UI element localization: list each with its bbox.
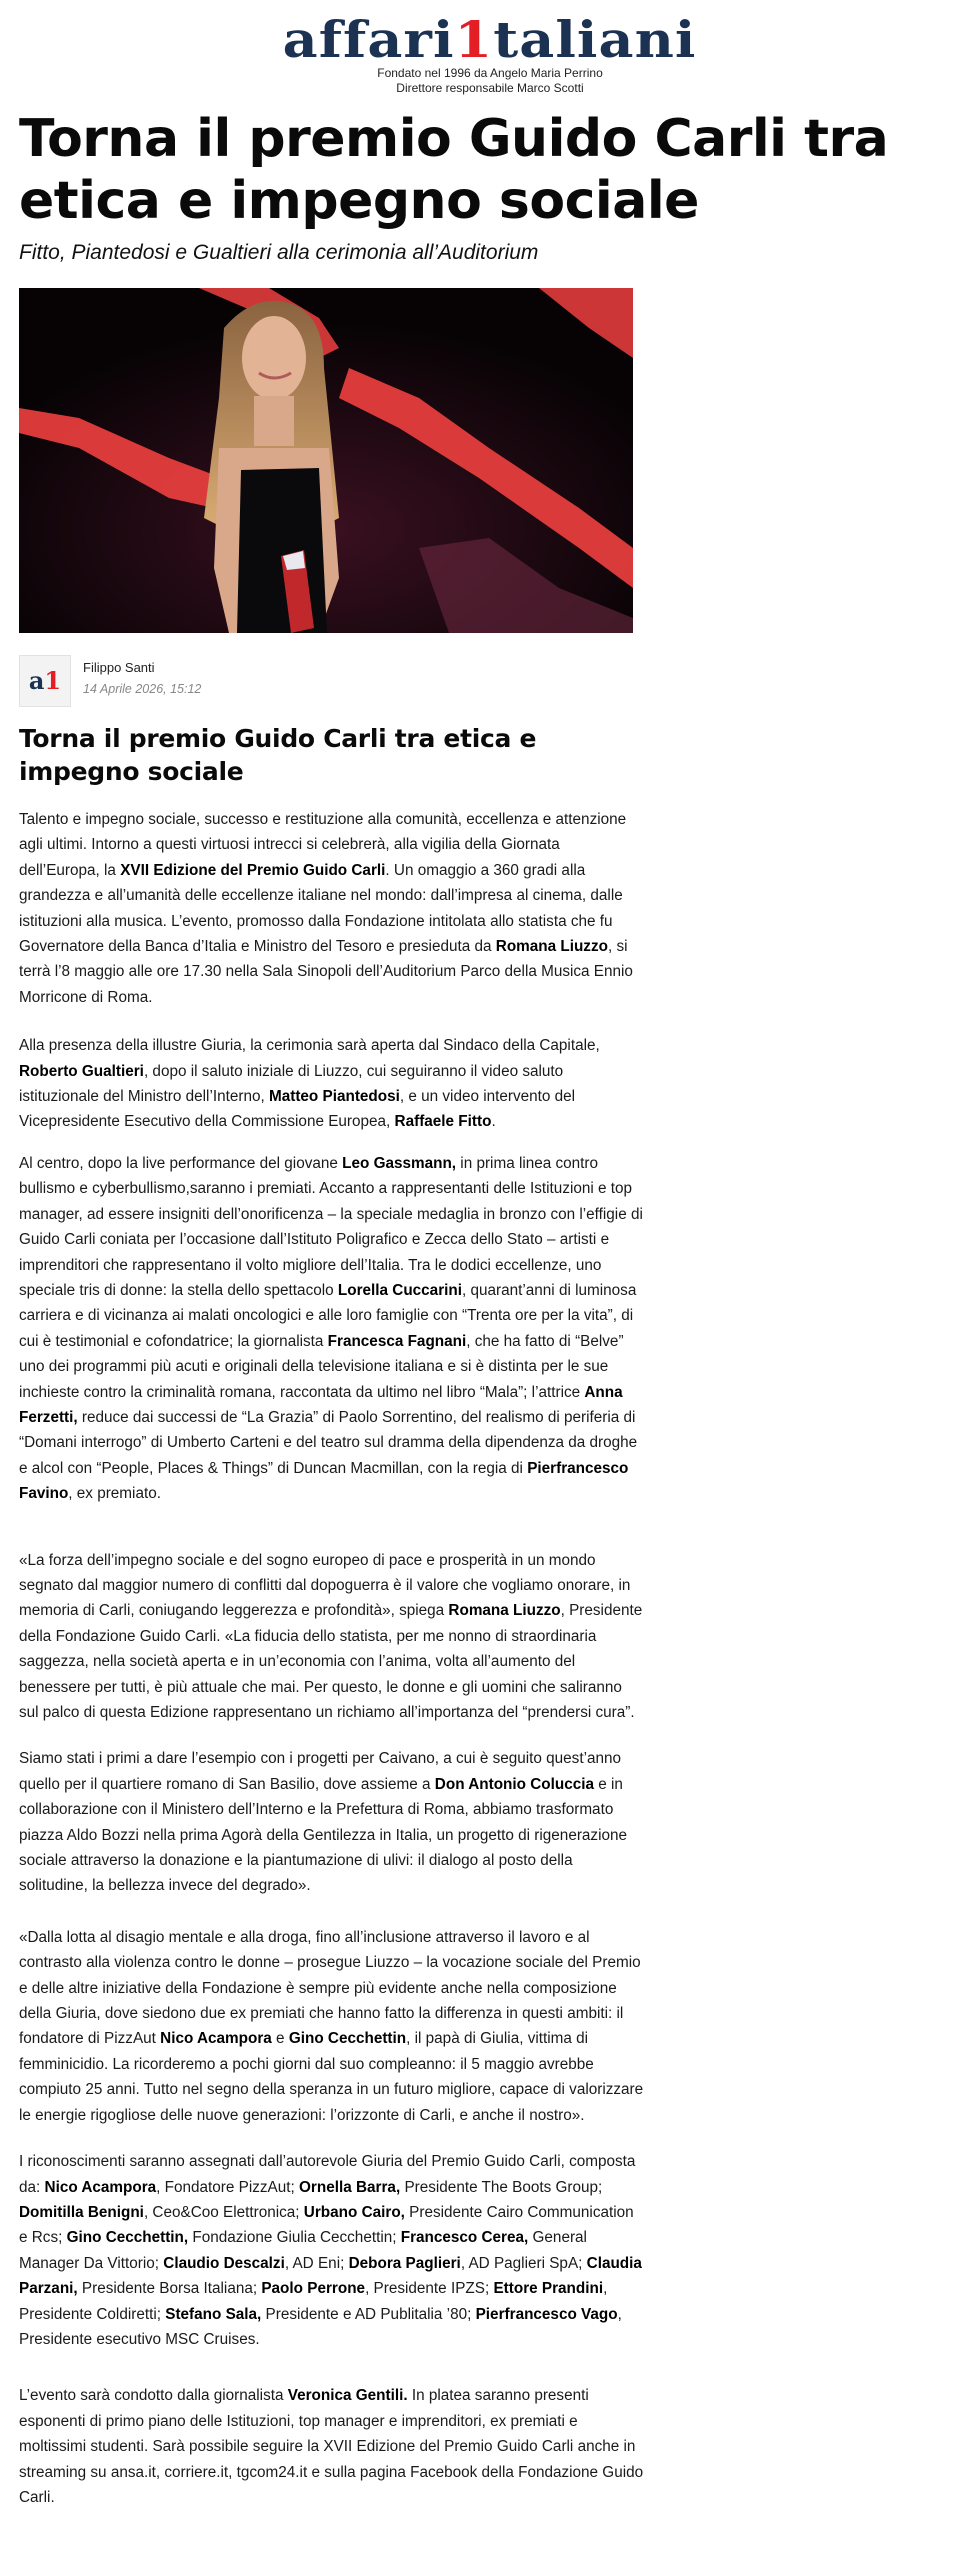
text-run: , ex premiato.: [68, 1485, 161, 1503]
tagline-director: Direttore responsabile Marco Scotti: [396, 81, 584, 95]
bold-name: Lorella Cuccarini: [337, 1281, 462, 1299]
text-run: , e un video intervento del Vicepresidente Esecutivo della Commissione Europea,: [19, 1088, 576, 1131]
article-heading: Torna il premio Guido Carli tra etica e impegno sociale: [19, 724, 537, 786]
bold-name: Nico Acampora: [44, 2178, 157, 2196]
text-run: , che ha fatto di “Belve” uno dei programmi più acuti e originali della televisione italiana e si è distinta per le sue inchieste contro la criminalità romana, raccontata da ultimo nel libro “Mala”; l’attrice: [19, 1332, 624, 1401]
paragraph: [19, 807, 644, 1010]
text-run: General Manager Da Vittorio;: [19, 2229, 587, 2272]
bold-name: Paolo Perrone: [261, 2280, 366, 2298]
text-run: , Presidente esecutivo MSC Cruises.: [19, 2305, 622, 2348]
text-run: .: [491, 1113, 496, 1131]
bold-name: Nico Acampora: [160, 2030, 272, 2048]
paragraph: [19, 1548, 644, 1726]
text-run: , si terrà l’8 maggio alle ore 17.30 nella Sala Sinopoli dell’Auditorium Parco della Musica Ennio Morricone di Roma.: [19, 938, 633, 1006]
bold-name: Gino Cecchettin: [288, 2030, 407, 2048]
bold-name: Francesca Fagnani: [327, 1332, 467, 1350]
bold-name: Stefano Sala,: [165, 2305, 262, 2323]
paragraph: [19, 2383, 644, 2510]
bold-name: Gino Cecchettin,: [66, 2229, 189, 2247]
text-run: , Fondatore PizzAut;: [156, 2178, 300, 2196]
text-run: Presidente e AD Publitalia ’80;: [261, 2305, 476, 2323]
text-run: . Un omaggio a 360 gradi alla grandezza e all’umanità delle eccellenze italiane nel mondo: dall’impresa al cinema, dalle istituzioni alla musica. L’evento, promosso dalla Fondazione intitolata allo statista che fu Governatore della Banca d’Italia e Ministro del Tesoro e presieduta da: [19, 861, 623, 956]
paragraph: [19, 1151, 644, 1507]
logo-wordmark[interactable]: [283, 10, 697, 69]
text-run: I riconoscimenti saranno assegnati dall’autorevole Giuria del Premio Guido Carli, composta da:: [19, 2153, 636, 2196]
bold-name: Anna Ferzetti,: [19, 1383, 623, 1426]
bold-name: Veronica Gentili.: [287, 2387, 408, 2405]
author-name[interactable]: Filippo Santi: [83, 660, 155, 675]
bold-name: Don Antonio Coluccia: [434, 1775, 594, 1793]
text-run: Presidente Cairo Communication e Rcs;: [19, 2203, 634, 2247]
text-run: , AD Eni;: [284, 2254, 349, 2272]
bold-name: Claudio Descalzi: [163, 2254, 285, 2272]
text-run: L’evento sarà condotto dalla giornalista: [19, 2387, 288, 2405]
bold-name: Pierfrancesco Favino: [19, 1459, 629, 1503]
hero-photo-illustration: [19, 288, 633, 633]
text-run: , quarant’anni di luminosa carriera e di vicinanza ai malati oncologici e alle loro famiglie con “Trenta ore per la vita”, di cui è testimonial e cofondatrice; la giornalista: [19, 1281, 637, 1350]
bold-name: Ettore Prandini: [493, 2280, 604, 2298]
text-run: , il papà di Giulia, vittima di femminicidio. La ricorderemo a pochi giorni dal suo compleanno: il 5 maggio avrebbe compiuto 25 anni. Tutto nel segno della speranza in un futuro migliore, capace di valorizzare le energie rigogliose delle nuove generazioni: l’orizzonte di Carli, e anche il nostro».: [19, 2030, 644, 2124]
bold-name: Debora Paglieri: [348, 2254, 461, 2272]
article-body: [19, 807, 644, 2510]
bold-name: Urbano Cairo,: [303, 2203, 405, 2221]
logo-text-one: 1: [454, 10, 494, 69]
site-header: [0, 10, 980, 96]
tagline-founded: Fondato nel 1996 da Angelo Maria Perrino: [377, 66, 603, 80]
publish-date: 14 Aprile 2026, 15:12: [83, 682, 202, 696]
text-run: Siamo stati i primi a dare l’esempio con i progetti per Caivano, a cui è seguito quest’anno quello per il quartiere romano di San Basilio, dove assieme a: [19, 1750, 622, 1793]
bold-name: Romana Liuzzo: [495, 938, 608, 956]
bold-name: Romana Liuzzo: [448, 1602, 561, 1620]
text-run: reduce dai successi de “La Grazia” di Paolo Sorrentino, del realismo di periferia di “Domani interrogo” di Umberto Carteni e del teatro sul dramma della dipendenza da droghe e alcol con “People, Places & Things” di Duncan Macmillan, con la regia di: [19, 1408, 638, 1477]
paragraph: [19, 1746, 644, 1898]
black-dress: [237, 468, 327, 633]
paragraph: [19, 1033, 644, 1135]
site-logo[interactable]: [0, 10, 980, 69]
article-subtitle: Fitto, Piantedosi e Gualtieri alla cerimonia all’Auditorium: [19, 241, 539, 264]
paragraph: [19, 2149, 644, 2352]
bold-name: Pierfrancesco Vago: [475, 2305, 618, 2323]
paragraph: [19, 1925, 644, 2128]
bold-name: Roberto Gualtieri: [19, 1062, 144, 1080]
bold-name: Matteo Piantedosi: [268, 1088, 400, 1106]
text-run: «Dalla lotta al disagio mentale e alla droga, fino all’inclusione attraverso il lavoro e al contrasto alla violenza contro le donne – prosegue Liuzzo – la vocazione sociale del Premio e delle altre iniziative della Fondazione è sempre più evidente anche nella composizione della Giuria, dove siedono due ex premiati che hanno fatto la differenza in questi ambiti: il fondatore di PizzAut: [19, 1928, 641, 2048]
text-run: , AD Paglieri SpA;: [460, 2254, 587, 2272]
neck: [254, 396, 294, 446]
text-run: «La forza dell’impegno sociale e del sogno europeo di pace e prosperità in un mondo segnato dal maggior numero di conflitti dal dopoguerra è il valore che vogliamo onorare, in memoria di Carli, coniugando leggerezza e profondità», spiega: [19, 1551, 631, 1620]
text-run: Talento e impegno sociale, successo e restituzione alla comunità, eccellenza e attenzione agli ultimi. Intorno a questi virtuosi intrecci si celebrerà, alla vigilia della Giornata dell’Europa, la: [19, 811, 627, 879]
hero-image: [19, 288, 633, 633]
avatar-letter-a: a: [28, 666, 45, 695]
text-run: Presidente The Boots Group;: [400, 2178, 603, 2196]
avatar-letter-one: 1: [44, 666, 62, 695]
text-run: Fondazione Giulia Cecchettin;: [188, 2229, 401, 2247]
bold-name: Raffaele Fitto: [394, 1113, 492, 1131]
bold-name: XVII Edizione del Premio Guido Carli: [120, 861, 386, 879]
text-run: Presidente Borsa Italiana;: [77, 2280, 262, 2298]
bold-name: Francesco Cerea,: [400, 2229, 529, 2247]
logo-text-affari: affari: [283, 10, 455, 69]
text-run: e: [271, 2030, 289, 2048]
logo-text-taliani: taliani: [493, 10, 697, 69]
bold-name: Domitilla Benigni: [19, 2203, 144, 2221]
text-run: , Presidente IPZS;: [365, 2280, 494, 2298]
text-run: , dopo il saluto iniziale di Liuzzo, cui seguiranno il video saluto istituzionale del Ministro dell’Interno,: [19, 1062, 564, 1106]
text-run: In platea saranno presenti esponenti di primo piano delle Istituzioni, top manager e imprenditori, ex premiati e moltissimi studenti. Sarà possibile seguire la XVII Edizione del Premio Guido Carli anche in streaming su ansa.it, corriere.it, tgcom24.it e sulla pagina Facebook della Fondazione Guido Carli.: [19, 2387, 644, 2506]
text-run: Alla presenza della illustre Giuria, la cerimonia sarà aperta dal Sindaco della Capitale,: [19, 1037, 600, 1055]
author-avatar[interactable]: [19, 655, 71, 707]
text-run: Al centro, dopo la live performance del giovane: [19, 1154, 343, 1172]
bold-name: Leo Gassmann,: [342, 1154, 457, 1172]
text-run: in prima linea contro bullismo e cyberbullismo,saranno i premiati. Accanto a rappresentanti delle Istituzioni e top manager, ad essere insigniti dell’onorificenza – la speciale medaglia in bronzo con l’effigie di Guido Carli coniata per l’occasione dall’Istituto Poligrafico e Zecca dello Stato – artisti e imprenditori che rappresentano il volto migliore dell’Italia. Tra le dodici eccellenze, uno speciale tris di donne: la stella dello spettacolo: [19, 1154, 643, 1299]
face: [242, 316, 306, 400]
text-run: , Presidente della Fondazione Guido Carli. «La fiducia dello statista, per me nonno di straordinaria saggezza, nella società aperta e in un’economia con l’anima, volta all’aumento del benessere per tutti, è più attuale che mai. Per questo, le donne e gli uomini che saliranno sul palco di questa Edizione rappresentano un richiamo all’importanza del “prendersi cura”.: [19, 1602, 643, 1721]
text-run: , Presidente Coldiretti;: [19, 2280, 608, 2323]
text-run: e in collaborazione con il Ministero dell’Interno e la Prefettura di Roma, abbiamo trasformato piazza Aldo Bozzi nella prima Agorà della Gentilezza in Italia, un progetto di rigenerazione sociale attraverso la donazione e la piantumazione di ulivi: il dialogo al posto della solitudine, la bellezza invece del degrado».: [19, 1775, 627, 1895]
bold-name: Claudia Parzani,: [19, 2254, 642, 2298]
bold-name: Ornella Barra,: [299, 2178, 401, 2196]
article-title: Torna il premio Guido Carli tra etica e impegno sociale: [19, 109, 889, 231]
text-run: , Ceo&Coo Elettronica;: [143, 2203, 304, 2221]
